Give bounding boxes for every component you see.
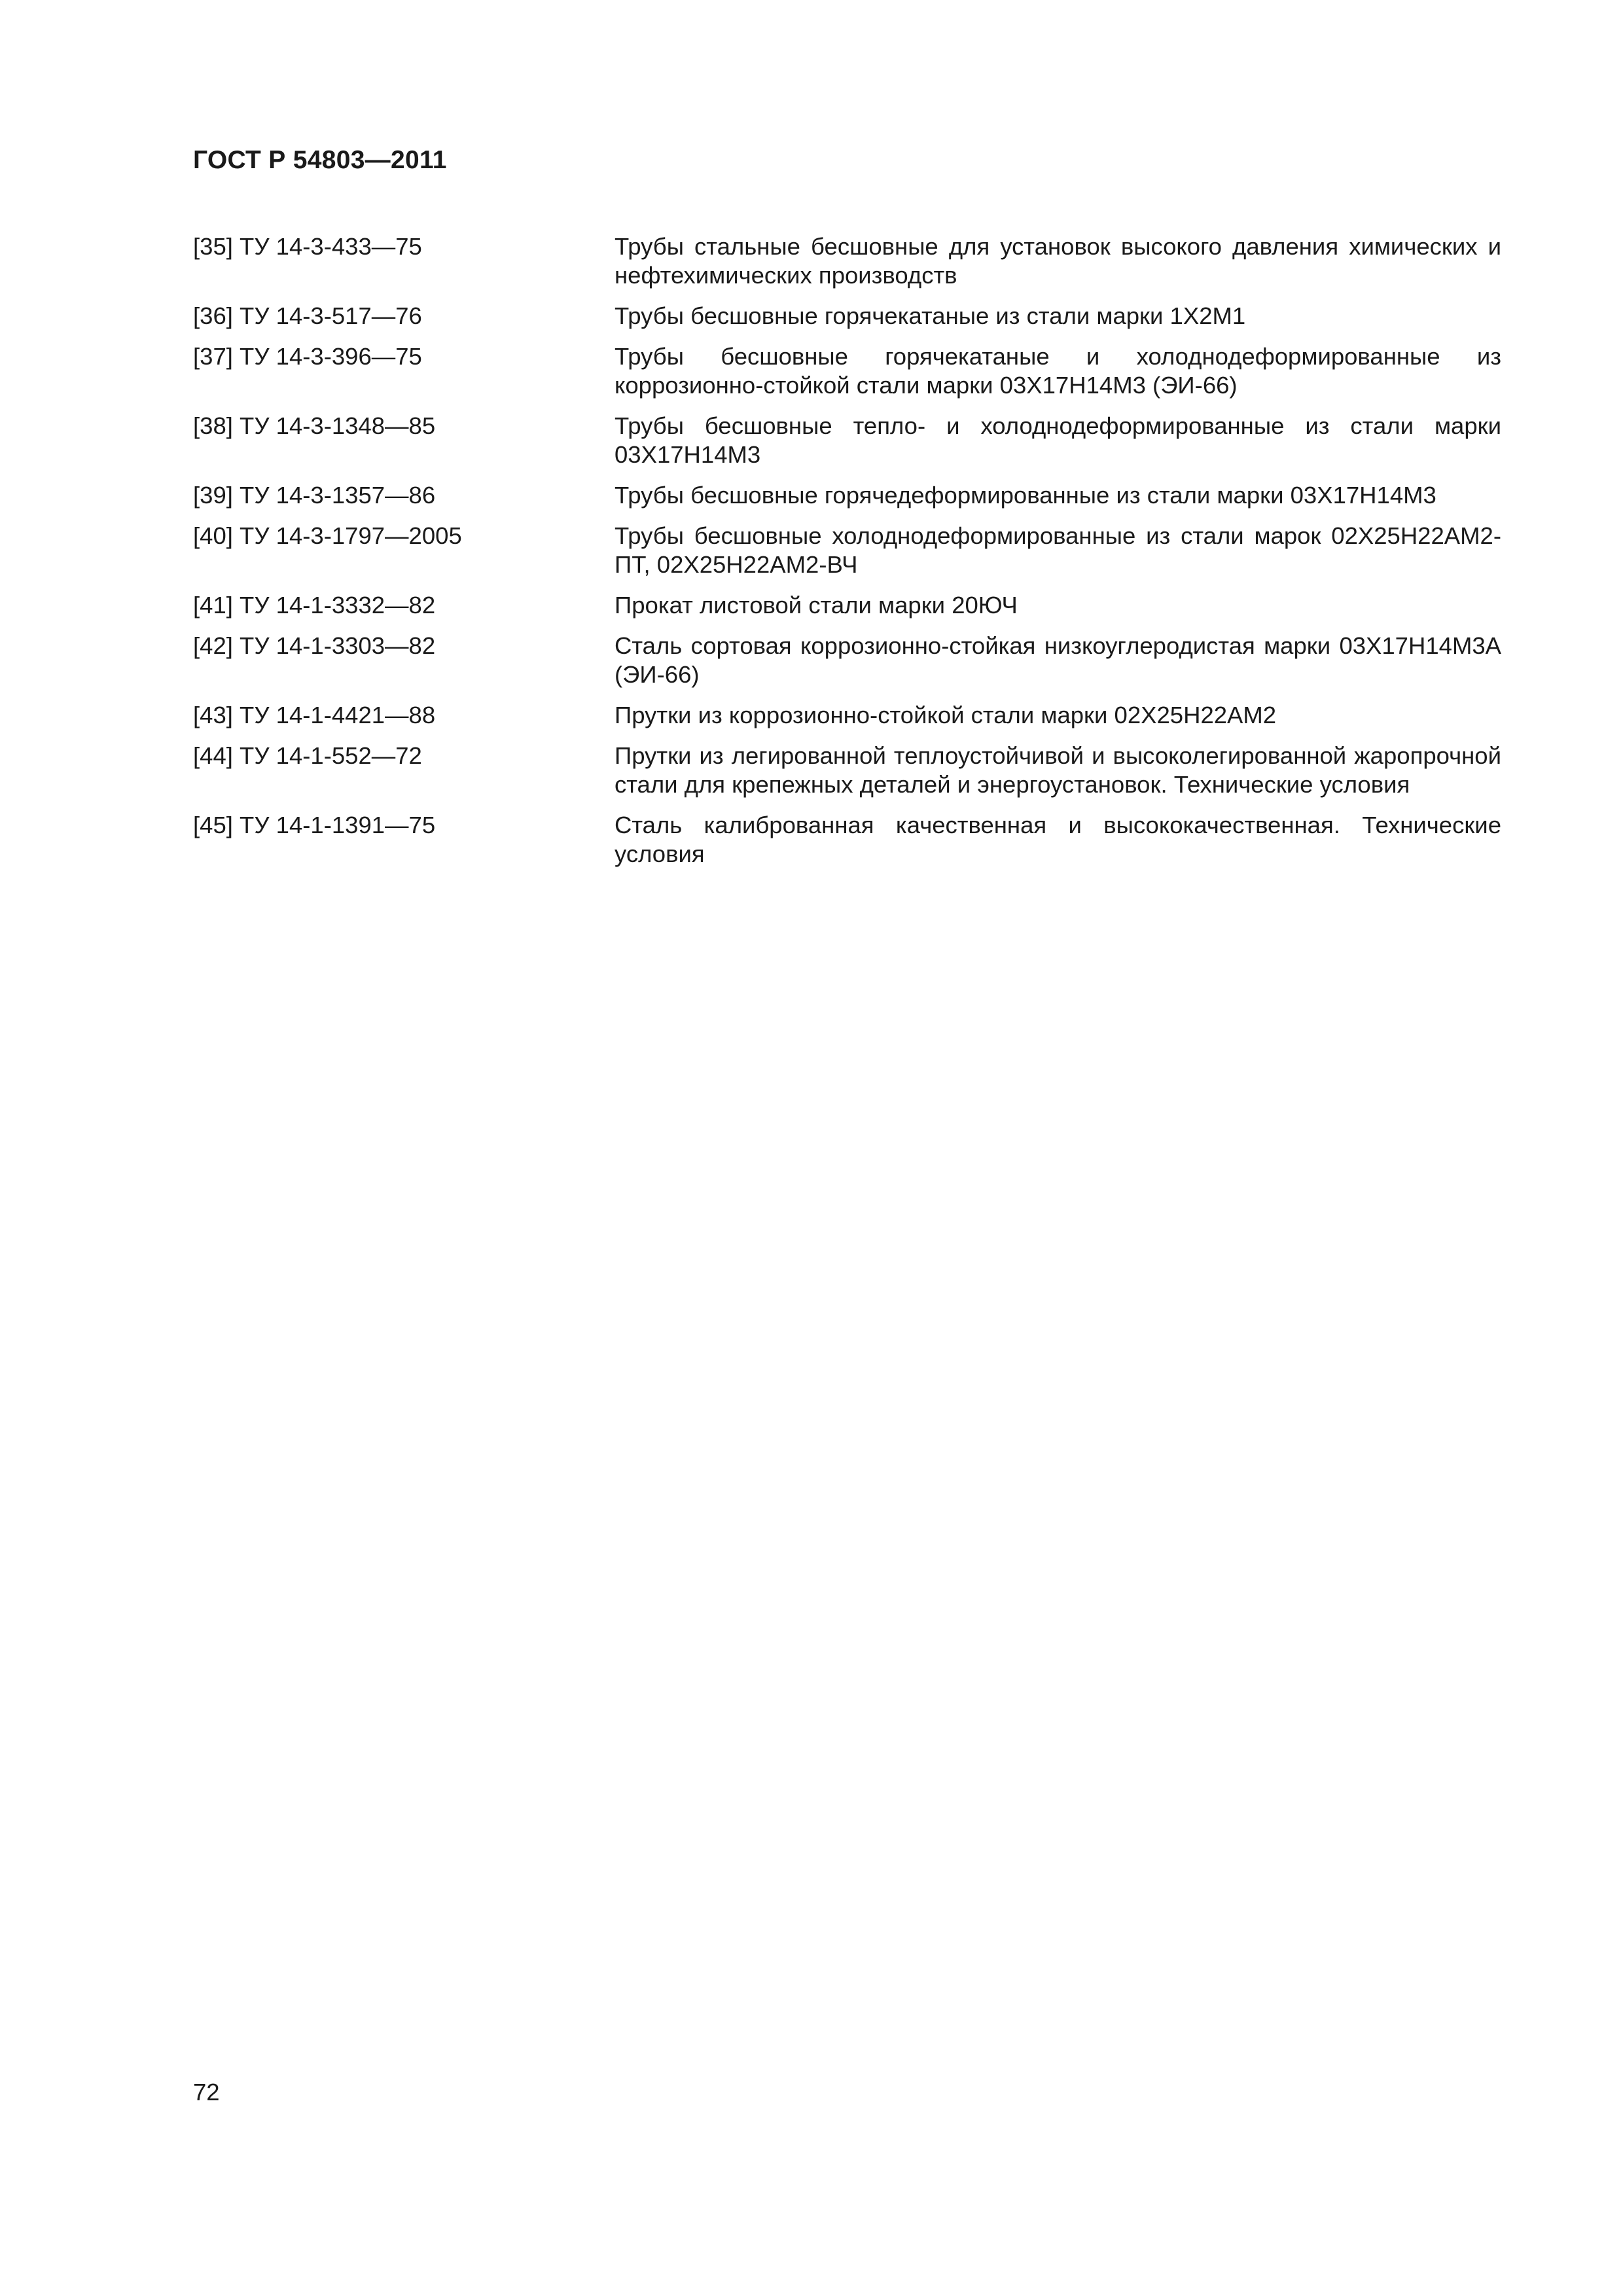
reference-row bbox=[193, 742, 1501, 799]
document-header: ГОСТ Р 54803—2011 bbox=[193, 146, 447, 174]
reference-code: [38] ТУ 14-3-1348—85 bbox=[193, 412, 436, 439]
reference-row bbox=[193, 632, 1501, 689]
reference-code: [45] ТУ 14-1-1391—75 bbox=[193, 812, 436, 838]
reference-title: Сталь сортовая коррозионно-стойкая низкоуглеродистая марки 03Х17Н14М3А (ЭИ-66) bbox=[615, 632, 1501, 688]
bibliography-list bbox=[193, 232, 1501, 880]
reference-row bbox=[193, 481, 1501, 510]
reference-row bbox=[193, 522, 1501, 579]
reference-code: [37] ТУ 14-3-396—75 bbox=[193, 343, 422, 370]
reference-row bbox=[193, 232, 1501, 290]
reference-title: Трубы бесшовные холоднодеформированные из стали марок 02Х25Н22АМ2-ПТ, 02Х25Н22АМ2-ВЧ bbox=[615, 522, 1501, 578]
reference-code: [44] ТУ 14-1-552—72 bbox=[193, 742, 422, 769]
reference-row bbox=[193, 591, 1501, 620]
reference-code: [40] ТУ 14-3-1797—2005 bbox=[193, 522, 462, 549]
reference-title: Сталь калиброванная качественная и высококачественная. Технические условия bbox=[615, 812, 1501, 867]
reference-title: Трубы бесшовные горячекатаные и холоднодеформированные из коррозионно-стойкой стали марки 03Х17Н14М3 (ЭИ-66) bbox=[615, 343, 1501, 399]
reference-code: [43] ТУ 14-1-4421—88 bbox=[193, 702, 436, 728]
reference-code: [39] ТУ 14-3-1357—86 bbox=[193, 482, 436, 509]
reference-title: Трубы бесшовные горячекатаные из стали марки 1Х2М1 bbox=[615, 302, 1246, 329]
reference-row bbox=[193, 302, 1501, 331]
reference-code: [36] ТУ 14-3-517—76 bbox=[193, 302, 422, 329]
reference-title: Трубы стальные бесшовные для установок высокого давления химических и нефтехимических производств bbox=[615, 233, 1501, 289]
reference-title: Прутки из легированной теплоустойчивой и высоколегированной жаропрочной стали для крепежных деталей и энергоустановок. Технические условия bbox=[615, 742, 1501, 798]
reference-code: [35] ТУ 14-3-433—75 bbox=[193, 233, 422, 260]
reference-title: Прокат листовой стали марки 20ЮЧ bbox=[615, 592, 1018, 619]
reference-title: Прутки из коррозионно-стойкой стали марки 02Х25Н22АМ2 bbox=[615, 702, 1277, 728]
page-number: 72 bbox=[193, 2079, 220, 2106]
reference-row bbox=[193, 701, 1501, 730]
reference-code: [41] ТУ 14-1-3332—82 bbox=[193, 592, 436, 619]
reference-row bbox=[193, 811, 1501, 869]
reference-row bbox=[193, 342, 1501, 400]
reference-title: Трубы бесшовные горячедеформированные из стали марки 03Х17Н14М3 bbox=[615, 482, 1436, 509]
reference-title: Трубы бесшовные тепло- и холоднодеформированные из стали марки 03Х17Н14М3 bbox=[615, 412, 1501, 468]
reference-row bbox=[193, 412, 1501, 469]
reference-code: [42] ТУ 14-1-3303—82 bbox=[193, 632, 436, 659]
